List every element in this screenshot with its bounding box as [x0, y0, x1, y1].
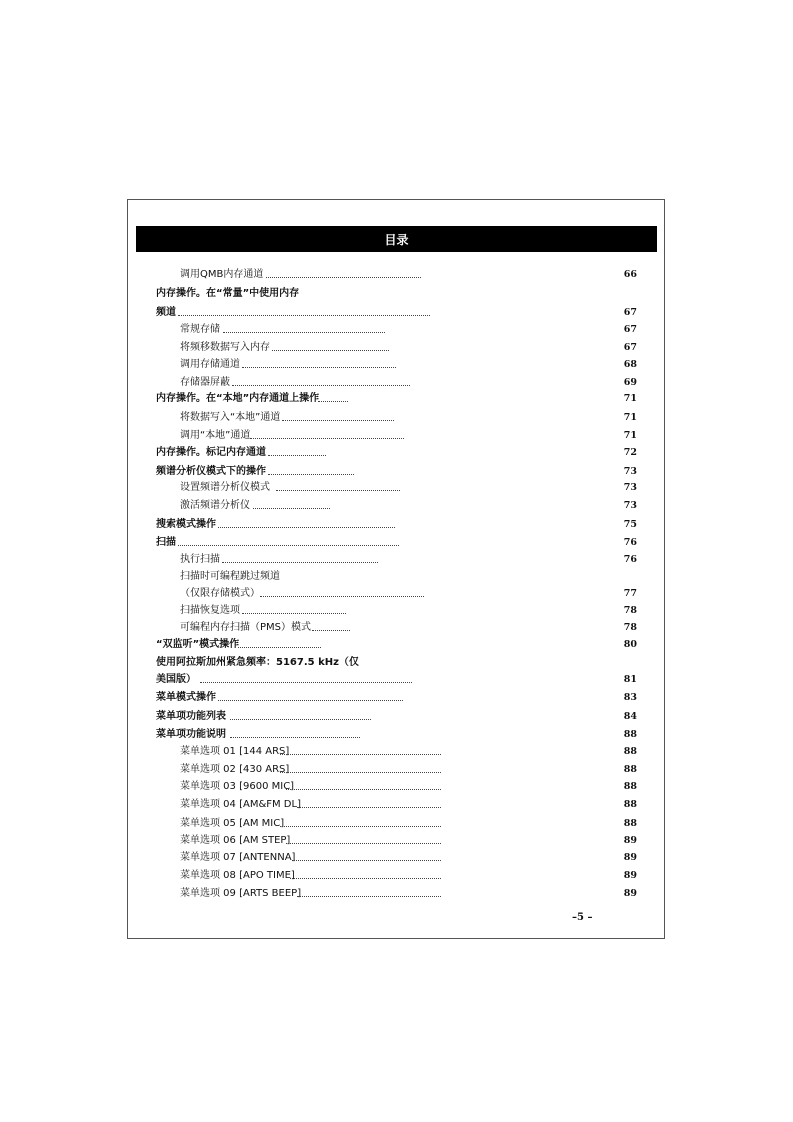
page-number: –5 –	[572, 912, 593, 923]
toc-entry[interactable]	[0, 745, 793, 761]
toc-entry-title: 扫描	[156, 537, 176, 548]
toc-entry-page: 66	[623, 269, 637, 280]
toc-dot-leader	[292, 860, 441, 861]
toc-dot-leader	[286, 843, 441, 844]
toc-entry[interactable]	[0, 358, 793, 374]
toc-dot-leader	[218, 700, 403, 701]
toc-entry[interactable]	[0, 673, 793, 689]
toc-dot-leader	[250, 438, 404, 439]
toc-entry-page: 73	[623, 482, 637, 493]
toc-entry[interactable]	[0, 287, 793, 303]
toc-entry-title: 扫描时可编程跳过频道	[180, 571, 280, 582]
toc-entry-title: 常规存储	[180, 324, 220, 335]
toc-dot-leader	[232, 385, 410, 386]
toc-entry-page: 78	[623, 622, 637, 633]
toc-entry[interactable]	[0, 817, 793, 833]
toc-entry[interactable]	[0, 341, 793, 357]
toc-entry-title: 菜单选项 07 [ANTENNA]	[180, 852, 296, 863]
toc-entry[interactable]	[0, 887, 793, 903]
toc-entry-page: 76	[623, 554, 637, 565]
toc-entry-title: 存储器屏蔽	[180, 377, 230, 388]
toc-entry-title: 内存操作。标记内存通道	[156, 447, 266, 458]
toc-entry-title: 扫描恢复选项	[180, 605, 240, 616]
toc-entry-page: 71	[623, 412, 637, 423]
toc-entry-page: 88	[623, 746, 637, 757]
toc-entry-title: 菜单选项 02 [430 ARS]	[180, 764, 290, 775]
toc-dot-leader	[218, 527, 395, 528]
toc-dot-leader	[242, 613, 346, 614]
toc-entry[interactable]	[0, 465, 793, 481]
toc-dot-leader	[253, 508, 330, 509]
toc-entry-page: 76	[623, 537, 637, 548]
toc-entry[interactable]	[0, 656, 793, 672]
toc-entry-title: “双监听”模式操作	[156, 639, 240, 650]
toc-entry-page: 75	[623, 519, 637, 530]
toc-entry[interactable]	[0, 429, 793, 445]
toc-entry-page: 81	[623, 674, 637, 685]
toc-entry-title: 美国版）	[156, 674, 196, 685]
toc-entry-page: 89	[623, 888, 637, 899]
toc-entry-page: 69	[623, 377, 637, 388]
toc-entry-title: 将数据写入“本地”通道	[180, 412, 281, 423]
toc-entry-title: 菜单模式操作	[156, 692, 216, 703]
toc-entry-title: 频道	[156, 307, 176, 318]
toc-entry-page: 72	[623, 447, 637, 458]
toc-dot-leader	[223, 332, 385, 333]
toc-entry-title: 菜单选项 03 [9600 MIC]	[180, 781, 295, 792]
toc-entry-page: 88	[623, 764, 637, 775]
toc-entry-page: 67	[623, 342, 637, 353]
toc-entry-page: 84	[623, 711, 637, 722]
toc-dot-leader	[242, 367, 396, 368]
toc-entry-title: 菜单选项 09 [ARTS BEEP]	[180, 888, 302, 899]
toc-dot-leader	[272, 350, 389, 351]
toc-entry[interactable]	[0, 392, 793, 408]
toc-entry-page: 67	[623, 324, 637, 335]
toc-dot-leader	[286, 789, 441, 790]
toc-entry-title: 菜单项功能列表	[156, 711, 226, 722]
toc-entry[interactable]	[0, 780, 793, 796]
toc-entry-page: 73	[623, 466, 637, 477]
toc-entry[interactable]	[0, 376, 793, 392]
toc-entry[interactable]	[0, 691, 793, 707]
toc-entry-page: 78	[623, 605, 637, 616]
toc-entry-page: 88	[623, 729, 637, 740]
toc-entry[interactable]	[0, 518, 793, 534]
toc-dot-leader	[318, 401, 348, 402]
toc-dot-leader	[230, 737, 360, 738]
toc-entry-page: 67	[623, 307, 637, 318]
toc-entry[interactable]	[0, 411, 793, 427]
toc-entry-title: 内存操作。在“常量”中使用内存	[156, 288, 300, 299]
toc-entry-title: 菜单选项 06 [AM STEP]	[180, 835, 291, 846]
toc-entry-page: 71	[623, 393, 637, 404]
toc-entry-page: 88	[623, 818, 637, 829]
toc-entry-page: 73	[623, 500, 637, 511]
toc-entry-title: 菜单选项 05 [AM MIC]	[180, 818, 285, 829]
toc-entry-title: 搜索模式操作	[156, 519, 216, 530]
toc-entry-page: 88	[623, 799, 637, 810]
toc-dot-leader	[290, 878, 441, 879]
toc-entry-title: （仅限存储模式）	[180, 588, 260, 599]
toc-entry[interactable]	[0, 710, 793, 726]
toc-entry-page: 68	[623, 359, 637, 370]
toc-entry-title: 调用“本地”通道	[180, 430, 251, 441]
toc-entry-title: 将频移数据写入内存	[180, 342, 270, 353]
toc-entry-title: 设置频谱分析仪模式	[180, 482, 270, 493]
toc-entry[interactable]	[0, 638, 793, 654]
toc-entry-title: 执行扫描	[180, 554, 220, 565]
toc-entry-page: 89	[623, 870, 637, 881]
toc-entry-title: 调用存储通道	[180, 359, 240, 370]
toc-dot-leader	[297, 807, 441, 808]
toc-header-bar	[136, 226, 657, 252]
toc-dot-leader	[297, 896, 441, 897]
toc-entry[interactable]	[0, 553, 793, 569]
toc-dot-leader	[268, 474, 354, 475]
toc-dot-leader	[266, 277, 421, 278]
toc-dot-leader	[200, 682, 412, 683]
toc-dot-leader	[222, 562, 378, 563]
toc-entry[interactable]	[0, 587, 793, 603]
toc-entry[interactable]	[0, 323, 793, 339]
toc-dot-leader	[268, 455, 326, 456]
toc-entry[interactable]	[0, 834, 793, 850]
toc-title: 目录	[384, 233, 409, 247]
toc-entry-page: 71	[623, 430, 637, 441]
toc-entry-title: 调用QMB内存通道	[180, 269, 264, 280]
toc-entry-title: 激活频谱分析仪	[180, 500, 250, 511]
toc-entry-title: 频谱分析仪模式下的操作	[156, 466, 266, 477]
toc-dot-leader	[178, 545, 399, 546]
toc-entry-title: 可编程内存扫描（PMS）模式	[180, 622, 312, 633]
toc-entry-page: 80	[623, 639, 637, 650]
toc-entry-title: 菜单选项 08 [APO TIME]	[180, 870, 295, 881]
toc-entry[interactable]	[0, 536, 793, 552]
toc-entry-page: 77	[623, 588, 637, 599]
toc-entry-page: 89	[623, 835, 637, 846]
toc-entry[interactable]	[0, 728, 793, 744]
toc-entry-title: 菜单项功能说明	[156, 729, 226, 740]
toc-entry[interactable]	[0, 446, 793, 462]
toc-dot-leader	[230, 719, 371, 720]
toc-entry[interactable]	[0, 570, 793, 586]
toc-entry[interactable]	[0, 621, 793, 637]
toc-entry[interactable]	[0, 869, 793, 885]
toc-entry[interactable]	[0, 604, 793, 620]
toc-entry[interactable]	[0, 851, 793, 867]
toc-entry[interactable]	[0, 306, 793, 322]
toc-entry-page: 88	[623, 781, 637, 792]
toc-dot-leader	[280, 772, 441, 773]
toc-entry[interactable]	[0, 763, 793, 779]
toc-dot-leader	[280, 826, 441, 827]
toc-entry-page: 89	[623, 852, 637, 863]
toc-entry[interactable]	[0, 798, 793, 814]
toc-entry[interactable]	[0, 481, 793, 497]
toc-dot-leader	[178, 315, 430, 316]
toc-dot-leader	[280, 754, 441, 755]
toc-entry[interactable]	[0, 499, 793, 515]
toc-dot-leader	[276, 490, 400, 491]
toc-entry-title: 内存操作。在“本地”内存通道上操作	[156, 393, 320, 404]
toc-entry-title: 菜单选项 04 [AM&FM DL]	[180, 799, 301, 810]
toc-entry-page: 83	[623, 692, 637, 703]
toc-entry-title: 菜单选项 01 [144 ARS]	[180, 746, 290, 757]
toc-entry[interactable]	[0, 268, 793, 284]
toc-dot-leader	[260, 596, 424, 597]
toc-dot-leader	[238, 647, 321, 648]
toc-entry-title: 使用阿拉斯加州紧急频率：5167.5 kHz（仅	[156, 657, 359, 668]
toc-dot-leader	[312, 630, 350, 631]
toc-dot-leader	[282, 420, 394, 421]
